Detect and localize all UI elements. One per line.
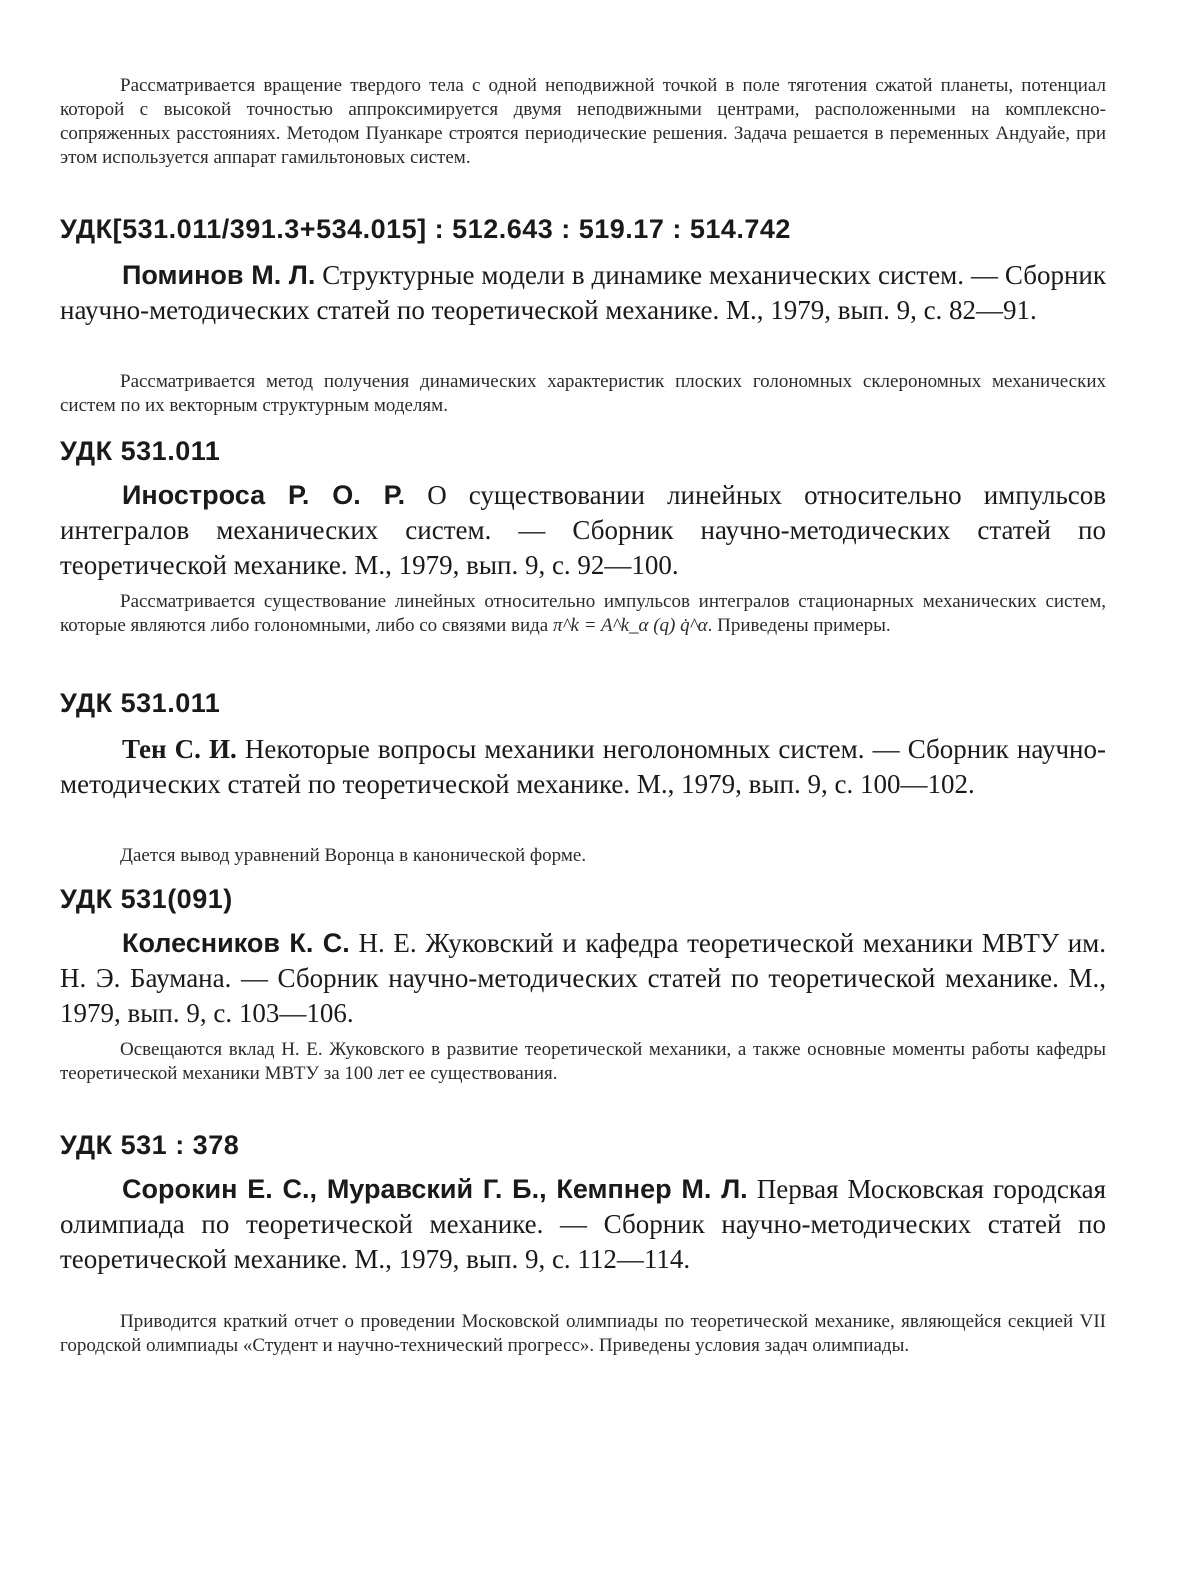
authors-6: Сорокин Е. С., Муравский Г. Б., Кемпнер М. Л.	[122, 1174, 748, 1204]
abstract-4: Дается вывод уравнений Воронца в канонической форме.	[120, 845, 587, 866]
abstract-3-end: . Приведены примеры.	[707, 615, 891, 636]
abstract-5: Освещаются вклад Н. Е. Жуковского в развитие теоретической механики, а также основные моменты работы кафедры теоретической механики МВТУ за 100 лет ее существования.	[60, 1039, 1106, 1084]
ref-text-2: Структурные модели в динамике механических систем. — Сборник научно-методических статей по теоретической механике. М., 1979, вып. 9, с. 82—91.	[60, 260, 1106, 325]
reference-6	[60, 1172, 1106, 1277]
udc-2: УДК[531.011/391.3+534.015] : 512.643 : 519.17 : 514.742	[60, 214, 791, 244]
udc-3: УДК 531.011	[60, 436, 221, 466]
authors-5: Колесников К. С.	[122, 928, 350, 958]
authors-2: Поминов М. Л.	[122, 260, 316, 290]
abstract-2: Рассматривается метод получения динамических характеристик плоских голономных склерономных механических систем по их векторным структурным моделям.	[60, 371, 1106, 416]
ref-text-3: О существовании линейных относительно импульсов интегралов механических систем. — Сборник научно-методических статей по теоретической механике. М., 1979, вып. 9, с. 92—100.	[60, 480, 1107, 580]
udc-5: УДК 531(091)	[60, 884, 233, 914]
udc-4: УДК 531.011	[60, 688, 221, 718]
reference-5	[60, 926, 1106, 1031]
authors-4: Тен С. И.	[122, 734, 237, 764]
ref-text-5: Н. Е. Жуковский и кафедра теоретической механики МВТУ им. Н. Э. Баумана. — Сборник научно-методических статей по теоретической механике. М., 1979, вып. 9, с. 103—106.	[60, 928, 1106, 1028]
authors-3: Иностроса Р. О. Р.	[122, 480, 406, 510]
abstract-3	[60, 590, 1106, 638]
reference-3	[60, 478, 1106, 583]
reference-2	[60, 258, 1106, 328]
formula: π^k = A^k_α (q) q̇^α	[553, 615, 708, 636]
udc-6: УДК 531 : 378	[60, 1130, 240, 1160]
abstract-3-text: Рассматривается существование линейных относительно импульсов интегралов стационарных механических систем, которые являются либо голономными, либо со связями вида	[60, 591, 1106, 636]
abstract-6: Приводится краткий отчет о проведении Московской олимпиады по теоретической механике, являющейся секцией VII городской олимпиады «Студент и научно-технический прогресс». Приведены условия задач олимпиады.	[60, 1311, 1106, 1356]
reference-4	[60, 732, 1106, 802]
ref-text-6: Первая Московская городская олимпиада по теоретической механике. — Сборник научно-методических статей по теоретической механике. М., 1979, вып. 9, с. 112—114.	[60, 1174, 1106, 1274]
ref-text-4: Некоторые вопросы механики неголономных систем. — Сборник научно-методических статей по теоретической механике. М., 1979, вып. 9, с. 100—102.	[60, 734, 1106, 799]
abstract-1: Рассматривается вращение твердого тела с одной неподвижной точкой в поле тяготения сжатой планеты, потенциал которой с высокой точностью аппроксимируется двумя неподвижными центрами, расположенными на комплексно-сопряженных расстояниях. Методом Пуанкаре строятся периодические решения. Задача решается в переменных Андуайе, при этом используется аппарат гамильтоновых систем.	[60, 75, 1106, 168]
